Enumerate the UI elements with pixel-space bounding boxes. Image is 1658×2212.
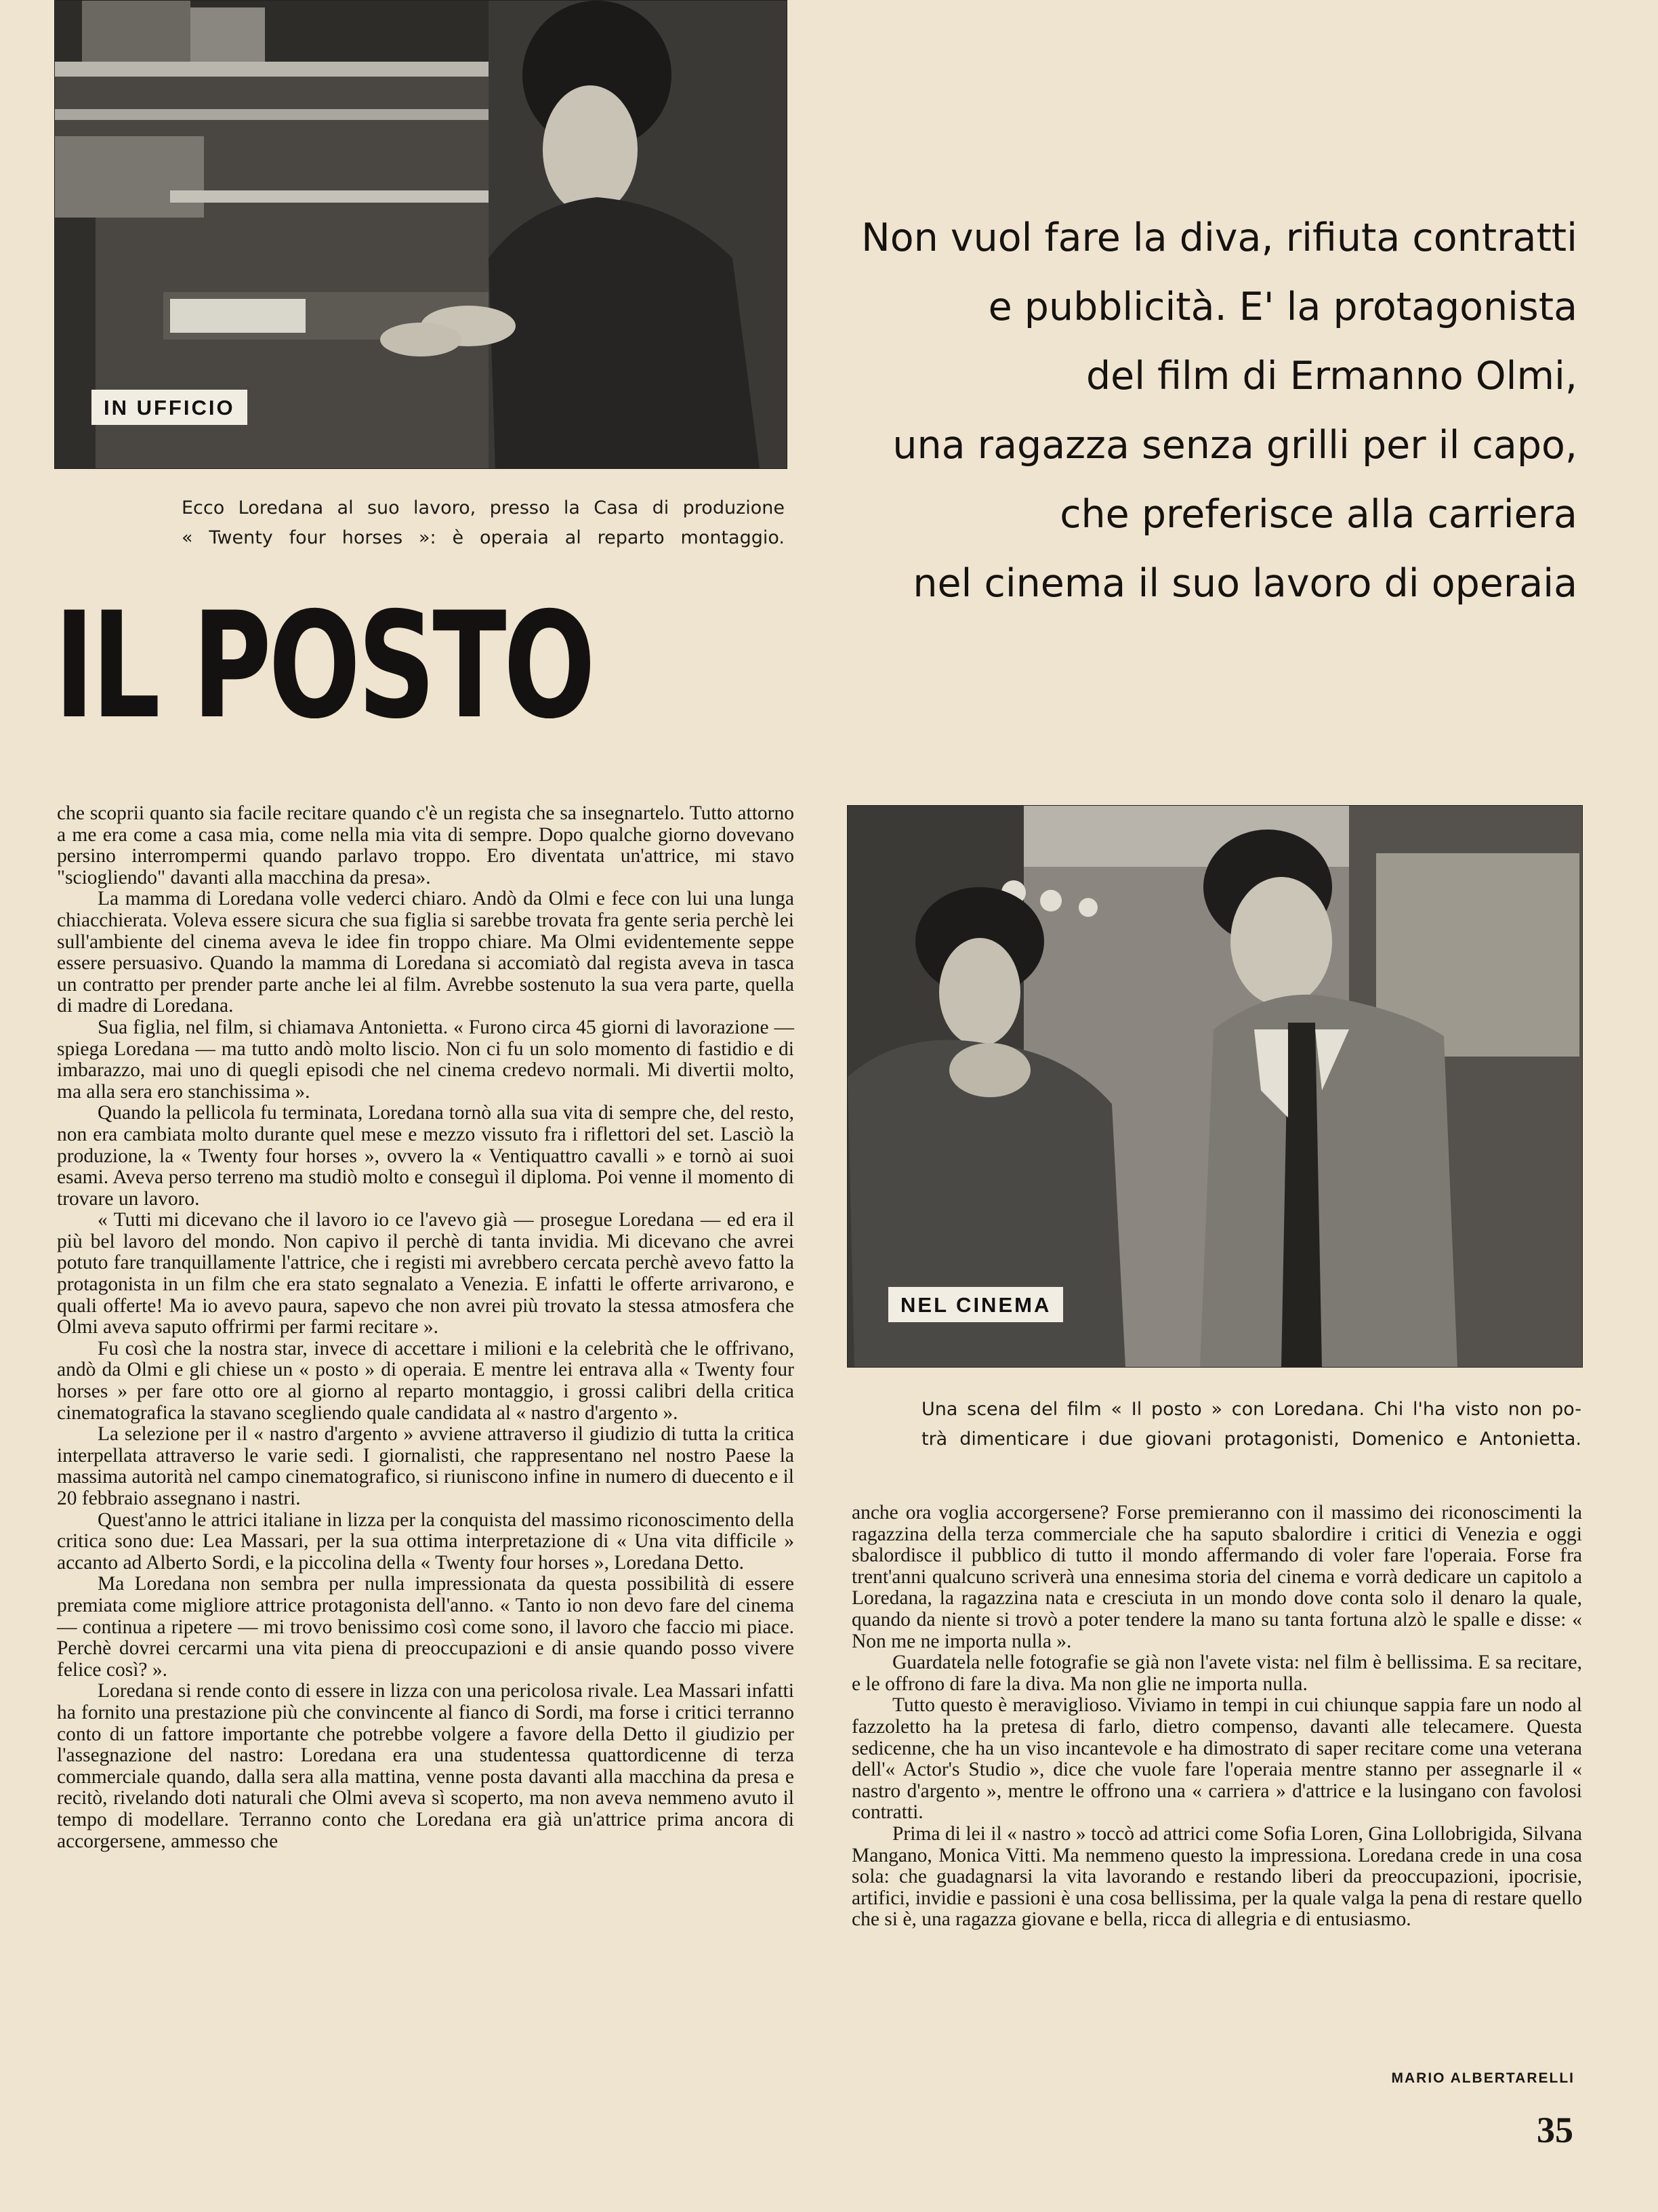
paragraph: anche ora voglia accorgersene? Forse premieranno con il massimo dei riconoscimenti la ragazzina della terza commerciale che ha saputo sbalordire i critici di Venezia e oggi sbalordisce il pubblico di tutto il mondo affermando di voler fare l'operaia. Forse fra trent'anni qualcuno scriverà una ennesima storia del cinema e vorrà dedicare un capitolo a Loredana, la ragazzina nata e cresciuta in un mondo dove conta solo il denaro la quale, quando da niente si trovò a poter tendere la mano su tanta fortuna alzò le spalle e disse: « Non me ne importa nulla ».: [852, 1502, 1582, 1652]
headline-line: Non vuol fare la diva, rifiuta contratti: [861, 216, 1577, 260]
photo-office-caption-line: Ecco Loredana al suo lavoro, presso la Casa di produzione: [182, 497, 785, 518]
paragraph: Quest'anno le attrici italiane in lizza per la conquista del massimo riconoscimento della critica sono due: Lea Massari, per la sua ottima interpretazione di « Una vita difficile » accanto ad Alberto Sordi, e la piccolina della « Twenty four horses », Loredana Detto.: [57, 1509, 794, 1574]
photo-cinema-label: NEL CINEMA: [888, 1287, 1063, 1322]
paragraph: Quando la pellicola fu terminata, Loredana tornò alla sua vita di sempre che, del resto, non era cambiata molto durante quel mese e mezzo vissuto fra i riflettori del set. Lasciò la produzione, la « Twenty four horses », ovvero la « Ventiquattro cavalli » e tornò ai suoi esami. Aveva perso terreno ma studiò molto e conseguì il diploma. Poi venne il momento di trovare un lavoro.: [57, 1102, 794, 1210]
paragraph: Tutto questo è meraviglioso. Viviamo in tempi in cui chiunque sappia fare un nodo al fazzoletto ha la pretesa di farlo, dietro compenso, davanti alle telecamere. Questa sedicenne, che ha un viso incantevole e ha dimostrato di saper recitare come una veterana dell'« Actor's Studio », dice che vuole fare l'operaia mentre stanno per assegnarle il « nastro d'argento », mentre le offrono una « carriera » d'attrice e la lusingano con favolosi contratti.: [852, 1694, 1582, 1824]
photo-office-label: IN UFFICIO: [91, 390, 247, 425]
headline-line: che preferisce alla carriera: [1060, 492, 1577, 537]
headline-line: una ragazza senza grilli per il capo,: [892, 423, 1577, 468]
photo-office-caption-line: « Twenty four horses »: è operaia al reparto montaggio.: [182, 527, 785, 548]
paragraph: che scoprii quanto sia facile recitare quando c'è un regista che sa insegnartelo. Tutto attorno a me era come a casa mia, come nella mia vita di sempre. Dopo qualche giorno dovevano persino interrompermi quando parlavo troppo. Ero diventata un'attrice, mi stavo "sciogliendo" davanti alla macchina da presa».: [57, 802, 794, 888]
photo-cinema-caption: [921, 1395, 1581, 1454]
photo-office: [54, 0, 787, 469]
photo-cinema-caption-line: Una scena del film « Il posto » con Loredana. Chi l'ha visto non po-: [921, 1399, 1581, 1420]
paragraph: Loredana si rende conto di essere in lizza con una pericolosa rivale. Lea Massari infatti ha fornito una prestazione più che convincente al fianco di Sordi, ma forse i critici terranno conto di un fattore importante che potrebbe volgere a favore della Detto il giudizio per l'assegnazione del nastro: Loredana era una studentessa quattordicenne di terza commerciale quando, dalla sera alla mattina, venne posta davanti alla macchina da presa e recitò, rivelando doti naturali che Olmi aveva sì scoperto, ma non aveva nemmeno avuto il tempo di modellare. Terranno conto che Loredana era già un'attrice prima ancora di accorgersene, ammesso che: [57, 1680, 794, 1852]
headline-deck: [800, 203, 1577, 618]
author-byline: MARIO ALBERTARELLI: [1391, 2070, 1575, 2086]
paragraph: Prima di lei il « nastro » toccò ad attrici come Sofia Loren, Gina Lollobrigida, Silvana Mangano, Monica Vitti. Ma nemmeno questo la impressiona. Loredana crede in una cosa sola: che guadagnarsi la vita lavorando e restando liberi da preoccupazioni, ipocrisie, artifici, invidie e passioni è una cosa bellissima, per la quale valga la pena di restare quello che si è, una ragazza giovane e bella, ricca di allegria e di entusiasmo.: [852, 1822, 1582, 1931]
headline-line: del film di Ermanno Olmi,: [1085, 354, 1577, 398]
photo-cinema: [847, 805, 1583, 1368]
paragraph: La mamma di Loredana volle vederci chiaro. Andò da Olmi e fece con lui una lunga chiacchierata. Voleva essere sicura che sua figlia si sarebbe trovata fra gente seria perchè lei sull'ambiente del cinema aveva le idee fin troppo chiare. Ma Olmi evidentemente seppe essere persuasivo. Quando la mamma di Loredana si accomiatò dal regista aveva in tasca un contratto per prender parte anche lei al film. Avrebbe sostenuto la sua vera parte, quella di madre di Loredana.: [57, 888, 794, 1017]
article-right-column: [852, 1502, 1582, 1931]
page-number: 35: [1537, 2110, 1573, 2150]
photo-cinema-image: [848, 806, 1582, 1367]
headline-line: e pubblicità. E' la protagonista: [988, 285, 1577, 329]
paragraph: La selezione per il « nastro d'argento » avviene attraverso il giudizio di tutta la critica interpellata attraverso le varie sedi. I giornalisti, che rappresentano nel nostro Paese la massima autorità nel campo cinematografico, si riuniscono infine in numero di duecento e il 20 febbraio assegnano i nastri.: [57, 1423, 794, 1509]
paragraph: Ma Loredana non sembra per nulla impressionata da questa possibilità di essere premiata come migliore attrice protagonista dell'anno. « Tanto io non devo fare del cinema — continua a ripetere — mi trovo benissimo così come sono, il lavoro che faccio mi piace. Perchè dovrei cercarmi una vita piena di preoccupazioni e di ansie quando posso vivere felice così? ».: [57, 1573, 794, 1681]
headline-line: nel cinema il suo lavoro di operaia: [913, 561, 1577, 606]
paragraph: Fu così che la nostra star, invece di accettare i milioni e la celebrità che le offrivano, andò da Olmi e gli chiese un « posto » di operaia. E mentre lei entrava alla « Twenty four horses » per fare otto ore al giorno al reparto montaggio, i grossi calibri della critica cinematografica la stavano scegliendo quale candidata al « nastro d'argento ».: [57, 1337, 794, 1424]
photo-cinema-caption-line: trà dimenticare i due giovani protagonisti, Domenico e Antonietta.: [921, 1429, 1581, 1450]
article-left-column: [57, 803, 794, 1852]
article-title: IL POSTO: [54, 581, 593, 751]
photo-office-caption: [182, 493, 785, 553]
paragraph: Guardatela nelle fotografie se già non l'avete vista: nel film è bellissima. E sa recitare, e le offrono di fare la diva. Ma non glie ne importa nulla.: [852, 1652, 1582, 1695]
paragraph: Sua figlia, nel film, si chiamava Antonietta. « Furono circa 45 giorni di lavorazione — spiega Loredana — ma tutto andò molto liscio. Non ci fu un solo momento di fastidio e di imbarazzo, mai uno di quegli episodi che nel cinema credevo normali. Mi divertii molto, ma alla sera ero stanchissima ».: [57, 1016, 794, 1103]
paragraph: « Tutti mi dicevano che il lavoro io ce l'avevo già — prosegue Loredana — ed era il più bel lavoro del mondo. Non capivo il perchè di tanta invidia. Mi dicevano che avrei potuto fare tranquillamente l'attrice, che i registi mi avrebbero cercata perchè avevo fatto la protagonista in un film che era stato segnalato a Venezia. E infatti le offerte arrivarono, e quali offerte! Ma io avevo paura, sapevo che non avrei più trovato la stessa atmosfera che Olmi aveva saputo offrirmi per farmi recitare ».: [57, 1209, 794, 1338]
